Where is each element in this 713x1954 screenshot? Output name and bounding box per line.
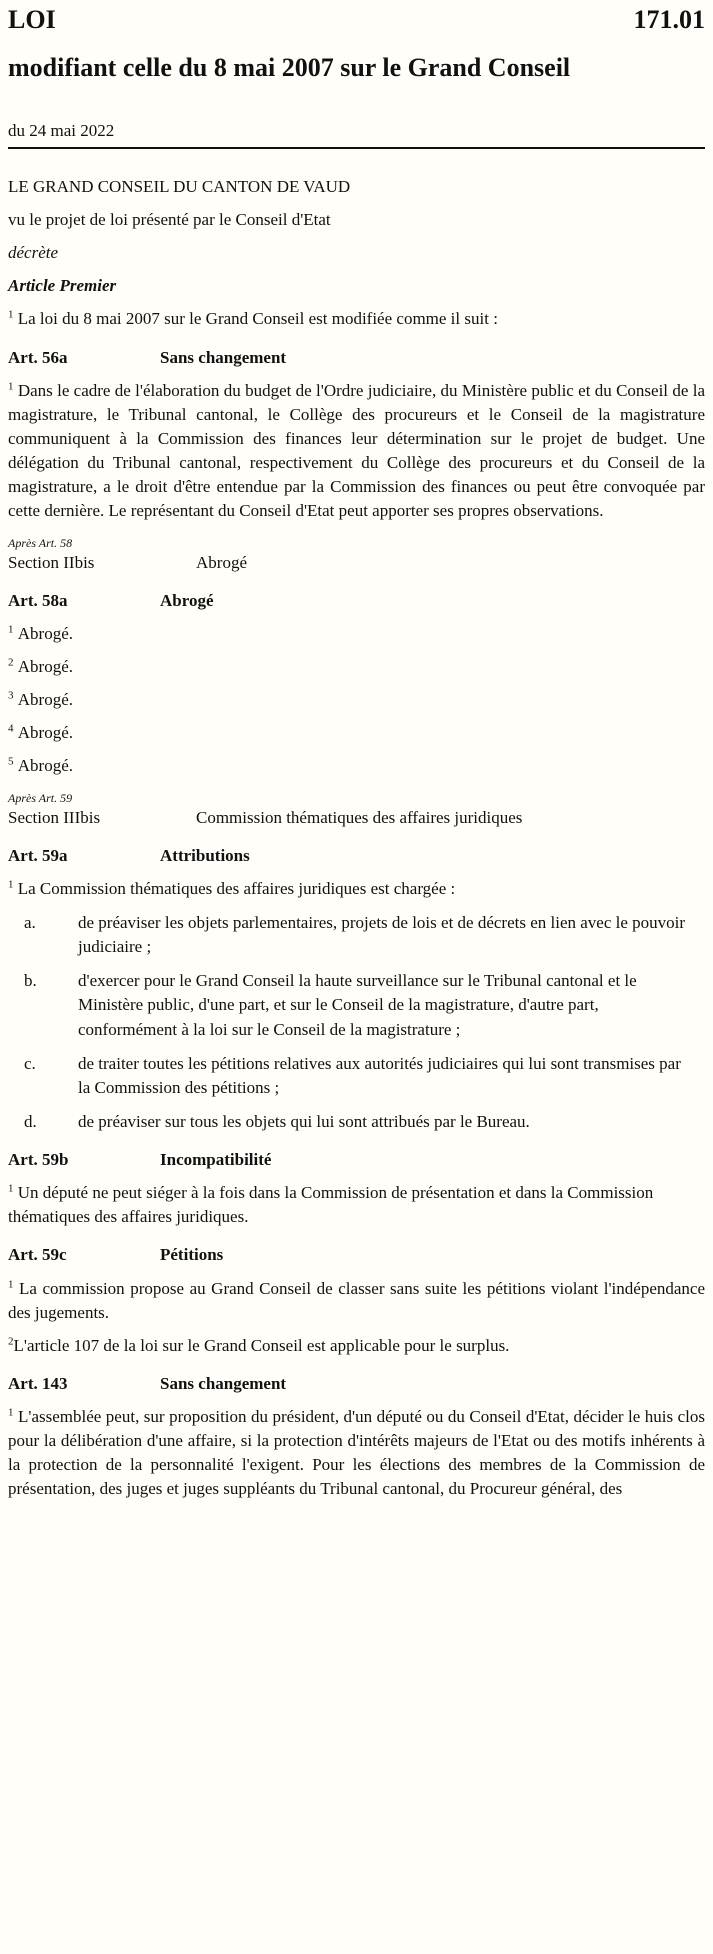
document-type: LOI	[8, 5, 56, 34]
alinea-number: 1	[8, 308, 14, 321]
alinea-item	[8, 622, 705, 646]
article-heading	[8, 844, 705, 868]
law-date: du 24 mai 2022	[8, 120, 115, 140]
list-text: de préaviser les objets parlementaires, projets de lois et de décrets en lien avec le pouvoir judiciaire ;	[78, 913, 686, 957]
list-letter: a.	[24, 913, 36, 933]
article-paragraph	[8, 1405, 705, 1502]
alinea-number: 1	[8, 878, 14, 891]
alinea-text: Abrogé.	[17, 756, 73, 776]
alinea-text: Abrogé.	[17, 690, 73, 710]
alinea-item	[8, 754, 705, 778]
paragraph-text: L'assemblée peut, sur proposition du président, d'un député ou du Conseil d'Etat, décider le huis clos pour la délibération d'une affaire, si la protection d'intérêts majeurs de l'Etat ou des motifs inhérents à la protection de la personnalité l'exigent. Pour les élections des membres de la Commission de présentation, des juges et juges suppléants du Tribunal cantonal, du Procureur général, des	[8, 1407, 706, 1499]
alinea-number: 2	[8, 656, 14, 669]
alinea-item	[8, 655, 705, 679]
paragraph-text: La commission propose au Grand Conseil de classer sans suite les pétitions violant l'indépendance des jugements.	[8, 1278, 706, 1322]
section-title: Commission thématiques des affaires juridiques	[196, 807, 523, 827]
alinea-number: 5	[8, 755, 14, 768]
vu-line: vu le projet de loi présenté par le Conseil d'Etat	[8, 210, 331, 230]
list-text: de traiter toutes les pétitions relatives aux autorités judiciaires qui lui sont transmises par la Commission des pétitions ;	[78, 1053, 681, 1097]
article-title: Sans changement	[160, 1373, 287, 1393]
list-letter: b.	[24, 971, 37, 991]
law-title: modifiant celle du 8 mai 2007 sur le Grand Conseil	[8, 52, 571, 82]
article-title: Pétitions	[160, 1245, 224, 1265]
section-title: Abrogé	[196, 552, 247, 572]
alinea-text: Abrogé.	[17, 623, 73, 643]
paragraph-text: La Commission thématiques des affaires juridiques est chargée :	[17, 878, 456, 898]
paragraph-text: L'article 107 de la loi sur le Grand Conseil est applicable pour le surplus.	[13, 1335, 510, 1355]
section-heading	[8, 806, 705, 830]
alinea-item	[8, 721, 705, 745]
article-heading	[8, 346, 705, 370]
alinea-text: Abrogé.	[17, 723, 73, 743]
section-heading	[8, 551, 705, 575]
article-title: Incompatibilité	[160, 1150, 272, 1170]
section-code: Section IIIbis	[8, 807, 101, 827]
article-heading	[8, 1243, 705, 1267]
list-text: de préaviser sur tous les objets qui lui sont attribués par le Bureau.	[78, 1111, 530, 1131]
article-heading	[8, 1148, 705, 1172]
article-code: Art. 59c	[8, 1245, 67, 1265]
list-item	[8, 1110, 705, 1134]
authority-line: LE GRAND CONSEIL DU CANTON DE VAUD	[8, 176, 351, 196]
article-code: Art. 56a	[8, 347, 68, 367]
alinea-text: Abrogé.	[17, 656, 73, 676]
attributions-list	[8, 911, 705, 1134]
article-code: Art. 59b	[8, 1150, 69, 1170]
article-paragraph	[8, 379, 705, 524]
list-item	[8, 911, 705, 959]
article-title: Sans changement	[160, 347, 287, 367]
article-code: Art. 58a	[8, 590, 68, 610]
article-code: Art. 143	[8, 1373, 68, 1393]
article-code: Art. 59a	[8, 845, 68, 865]
intro-text: La loi du 8 mai 2007 sur le Grand Conseil est modifiée comme il suit :	[17, 309, 498, 329]
document-header	[8, 0, 705, 39]
law-number: 171.01	[633, 5, 705, 34]
header-divider	[8, 147, 705, 149]
decrete-line: décrète	[8, 243, 59, 263]
article-heading	[8, 1372, 705, 1396]
alinea-item	[8, 688, 705, 712]
alinea-number: 3	[8, 689, 14, 702]
intro-paragraph	[8, 307, 705, 331]
article-heading	[8, 589, 705, 613]
paragraph-text: Un député ne peut siéger à la fois dans la Commission de présentation et dans la Commission thématiques des affaires juridiques.	[8, 1183, 654, 1227]
alinea-number: 1	[8, 380, 14, 393]
list-letter: d.	[24, 1111, 37, 1131]
alinea-number: 1	[8, 1277, 14, 1290]
article-premier-heading: Article Premier	[8, 276, 117, 296]
article-title: Attributions	[160, 845, 250, 865]
alinea-number: 1	[8, 623, 14, 636]
section-placement-note: Après Art. 58	[8, 536, 73, 551]
list-item	[8, 969, 705, 1041]
article-paragraph	[8, 1181, 705, 1229]
list-item	[8, 1052, 705, 1100]
article-paragraph	[8, 877, 705, 901]
alinea-number: 2	[8, 1335, 14, 1348]
alinea-number: 4	[8, 722, 14, 735]
article-paragraph	[8, 1334, 705, 1358]
paragraph-text: Dans le cadre de l'élaboration du budget de l'Ordre judiciaire, du Ministère public et du Conseil de la magistrature, le Tribunal cantonal, le Collège des procureurs et le Conseil de la magistrature communiquent à la Commission des finances leur détermination sur le projet de budget. Une délégation du Tribunal cantonal, respectivement du Collège des procureurs et du Conseil de la magistrature, a le droit d'être entendue par la Commission des finances ou peut être convoquée par cette dernière. Le représentant du Conseil d'Etat peut apporter ses propres observations.	[8, 380, 705, 521]
list-letter: c.	[24, 1053, 36, 1073]
article-paragraph	[8, 1277, 705, 1325]
section-code: Section IIbis	[8, 552, 95, 572]
list-text: d'exercer pour le Grand Conseil la haute surveillance sur le Tribunal cantonal et le Ministère public, d'une part, et sur le Conseil de la magistrature, d'autre part, conformément à la loi sur le Conseil de la magistrature ;	[78, 971, 637, 1039]
alinea-number: 1	[8, 1406, 14, 1419]
article-title: Abrogé	[160, 590, 214, 610]
alinea-number: 1	[8, 1182, 14, 1195]
section-placement-note: Après Art. 59	[8, 791, 73, 806]
